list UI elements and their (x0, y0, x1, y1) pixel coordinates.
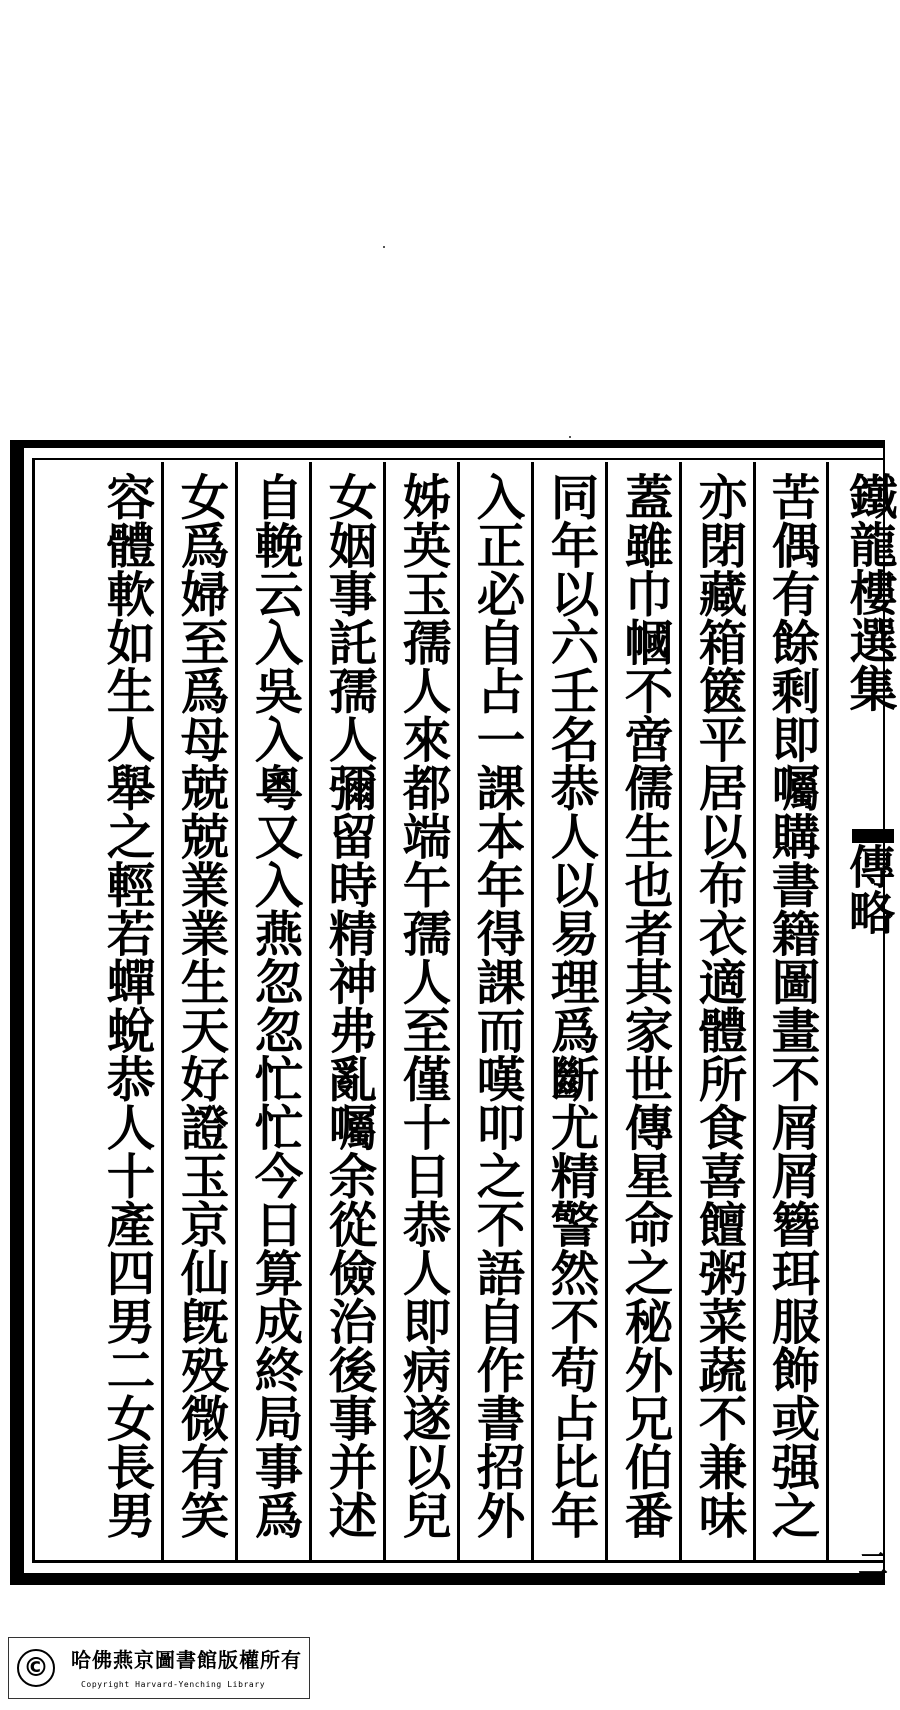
text-column-2: 亦閉藏箱篋平居以布衣適體所食喜饘粥菜蔬不兼味 (690, 472, 747, 1539)
text-column-7: 女姻事託孺人彌留時精神弗亂囑余從儉治後事并述 (320, 472, 377, 1539)
column-rule (161, 462, 164, 1562)
text-column-8: 自輓云入吳入粵又入燕忽忽忙忙今日算成終局事爲 (246, 472, 303, 1539)
text-column-6: 姊英玉孺人來都端午孺人至僅十日恭人即病遂以兒 (394, 472, 451, 1539)
copyright-chinese: 哈佛燕京圖書館版權所有 (71, 1648, 302, 1672)
text-column-3: 蓋雖巾幗不啻儒生也者其家世傳星命之秘外兄伯番 (616, 472, 673, 1539)
text-column-1: 苦偶有餘剩即囑購書籍圖畫不屑屑簪珥服飾或强之 (763, 472, 820, 1539)
page-frame (10, 440, 897, 1585)
text-column-5: 入正必自占一課本年得課而嘆叩之不語自作書招外 (468, 472, 525, 1539)
column-rule (605, 462, 608, 1562)
fishtail-mark (852, 829, 894, 843)
column-rule (383, 462, 386, 1562)
column-rule (457, 462, 460, 1562)
text-column-9: 女爲婦至爲母兢兢業業生天好證玉京仙旣殁微有笑 (172, 472, 229, 1539)
text-block (32, 458, 897, 1578)
column-rule (531, 462, 534, 1562)
section-title: 傳略 (842, 843, 896, 935)
column-rule (826, 462, 829, 1562)
copyright-english: Copyright Harvard-Yenching Library (81, 1680, 266, 1689)
copyright-icon: © (17, 1649, 55, 1687)
column-rule (309, 462, 312, 1562)
page-number: 二 (852, 1548, 887, 1578)
column-rule (679, 462, 682, 1562)
book-title: 鐵龍樓選集 (841, 472, 897, 712)
scan-speck (383, 246, 385, 248)
copyright-stamp (8, 1637, 310, 1699)
scan-speck (569, 436, 571, 438)
text-column-4: 同年以六壬名恭人以易理爲斷尤精警然不苟占比年 (542, 472, 599, 1539)
text-column-10: 容體軟如生人舉之輕若蟬蛻恭人十產四男二女長男 (98, 472, 155, 1539)
column-rule (753, 462, 756, 1562)
column-rule (235, 462, 238, 1562)
